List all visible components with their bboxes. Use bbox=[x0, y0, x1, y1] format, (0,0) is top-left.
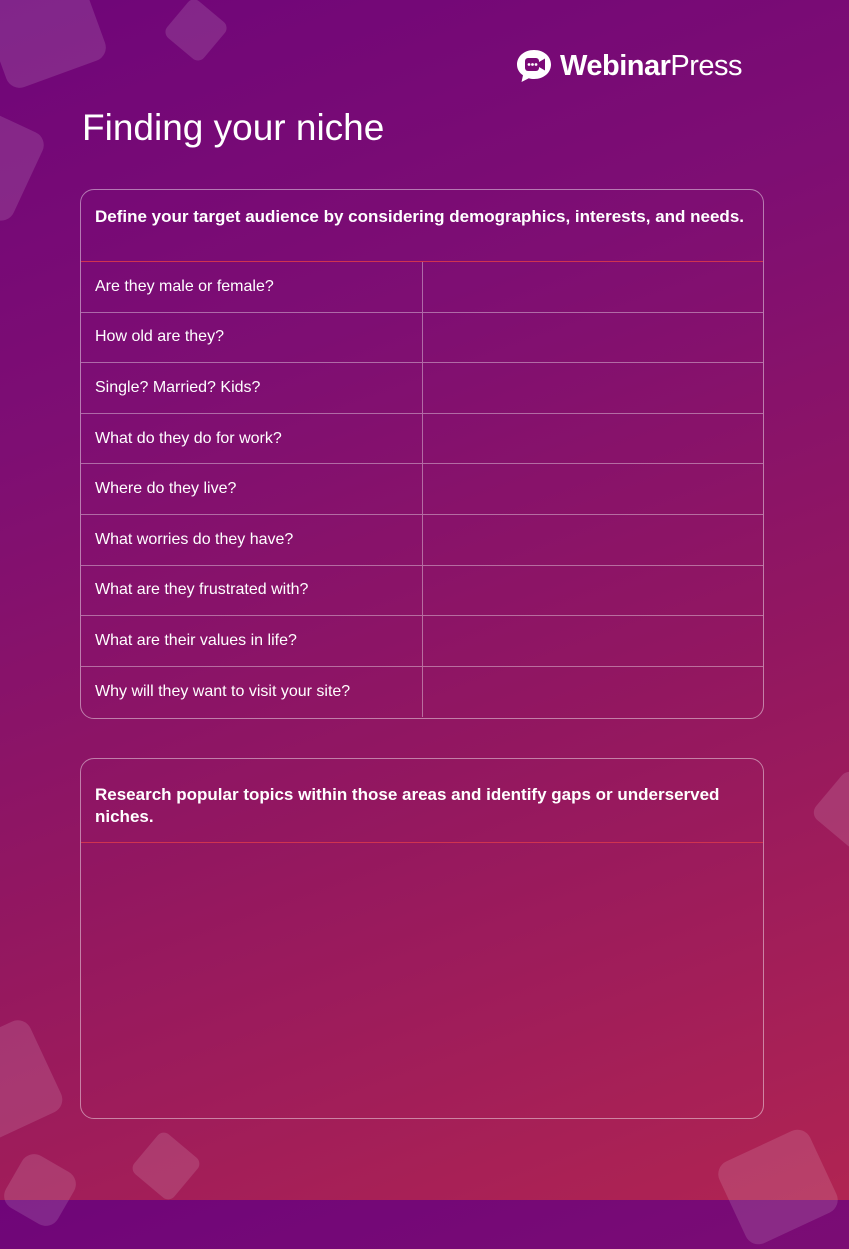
question-cell: Where do they live? bbox=[81, 464, 423, 514]
answer-cell[interactable] bbox=[423, 363, 763, 413]
question-table bbox=[81, 262, 763, 717]
question-cell: Are they male or female? bbox=[81, 262, 423, 312]
table-row bbox=[81, 667, 763, 718]
target-audience-card bbox=[80, 189, 764, 719]
question-cell: What are they frustrated with? bbox=[81, 566, 423, 616]
decorative-square bbox=[810, 768, 849, 853]
table-row bbox=[81, 515, 763, 566]
table-row bbox=[81, 566, 763, 617]
page-title: Finding your niche bbox=[82, 107, 385, 148]
decorative-square bbox=[162, 0, 230, 64]
table-row bbox=[81, 414, 763, 465]
decorative-square bbox=[0, 0, 110, 92]
decorative-square bbox=[714, 1125, 843, 1249]
decorative-square bbox=[0, 1149, 81, 1231]
table-row bbox=[81, 313, 763, 364]
question-cell: What are their values in life? bbox=[81, 616, 423, 666]
decorative-square bbox=[0, 103, 48, 226]
question-cell: How old are they? bbox=[81, 313, 423, 363]
decorative-square bbox=[0, 1016, 67, 1145]
question-cell: Single? Married? Kids? bbox=[81, 363, 423, 413]
answer-cell[interactable] bbox=[423, 464, 763, 514]
target-audience-heading: Define your target audience by considering demographics, interests, and needs. bbox=[81, 190, 763, 262]
answer-cell[interactable] bbox=[423, 313, 763, 363]
question-cell: What worries do they have? bbox=[81, 515, 423, 565]
research-topics-card bbox=[80, 758, 764, 1119]
answer-cell[interactable] bbox=[423, 414, 763, 464]
research-topics-heading: Research popular topics within those areas and identify gaps or underserved niches. bbox=[81, 759, 763, 843]
logo-wordmark: WebinarPress bbox=[560, 49, 743, 82]
table-row bbox=[81, 464, 763, 515]
answer-cell[interactable] bbox=[423, 515, 763, 565]
research-answer-area[interactable] bbox=[81, 843, 763, 1117]
table-row bbox=[81, 262, 763, 313]
decorative-square bbox=[129, 1129, 202, 1202]
answer-cell[interactable] bbox=[423, 262, 763, 312]
answer-cell[interactable] bbox=[423, 667, 763, 718]
question-cell: Why will they want to visit your site? bbox=[81, 667, 423, 718]
table-row bbox=[81, 363, 763, 414]
answer-cell[interactable] bbox=[423, 616, 763, 666]
question-cell: What do they do for work? bbox=[81, 414, 423, 464]
answer-cell[interactable] bbox=[423, 566, 763, 616]
chat-bubble-icon bbox=[515, 48, 553, 84]
table-row bbox=[81, 616, 763, 667]
webinarpress-logo bbox=[515, 46, 742, 86]
